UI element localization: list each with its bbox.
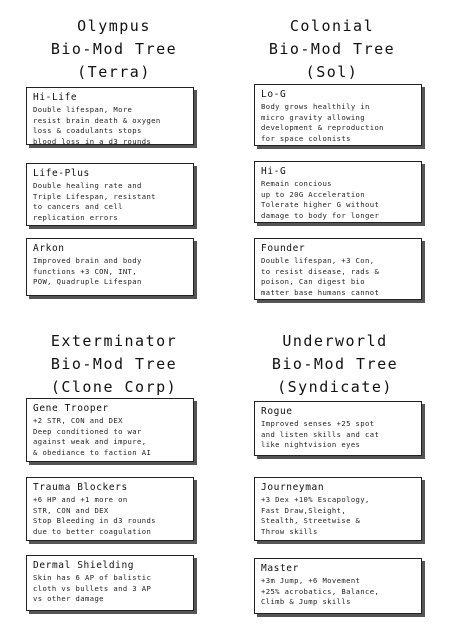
tree-title-line: Bio-Mod Tree <box>50 40 178 58</box>
mod-description: Double healing rate and Triple Lifespan, resistant to cancers and cell replication errors <box>33 181 156 222</box>
tree-title-line: Underworld <box>282 332 388 350</box>
mod-name: Hi-Life <box>33 92 78 103</box>
mod-name: Rogue <box>261 406 293 417</box>
mod-name: Gene Trooper <box>33 403 109 414</box>
tree-title-underworld <box>230 330 440 399</box>
mod-card-master <box>254 558 422 614</box>
mod-description: +2 STR, CON and DEX Deep conditioned to war against weak and impure, & obediance to faction AI <box>33 416 152 457</box>
mod-description: +3m Jump, +6 Movement +25% acrobatics, Balance, Climb & Jump skills <box>261 576 380 606</box>
mod-description: Remain concious up to 20G Acceleration Tolerate higher G without damage to body for longer <box>261 179 380 220</box>
mod-name: Journeyman <box>261 482 325 493</box>
mod-name: Hi-G <box>261 166 287 177</box>
mod-card-gene-trooper <box>26 398 194 462</box>
mod-card-hi-life <box>26 87 194 145</box>
mod-name: Lo-G <box>261 89 287 100</box>
mod-card-dermal-shielding <box>26 555 194 611</box>
tree-title-line: (Syndicate) <box>277 378 393 396</box>
mod-card-life-plus <box>26 163 194 226</box>
tree-title-exterminator <box>4 330 224 399</box>
mod-name: Trauma Blockers <box>33 482 128 493</box>
mod-description: Double lifespan, +3 Con, to resist disease, rads & poison, Can digest bio matter base humans cannot <box>261 256 380 297</box>
mod-card-lo-g <box>254 84 422 146</box>
mod-description: Improved senses +25 spot and listen skills and cat like nightvision eyes <box>261 419 380 449</box>
mod-description: +6 HP and +1 more on STR, CON and DEX Stop Bleeding in d3 rounds due to better coagulation <box>33 495 156 536</box>
tree-title-line: (Clone Corp) <box>50 378 178 396</box>
mod-description: Skin has 6 AP of balistic cloth vs bullets and 3 AP vs other damage <box>33 573 152 603</box>
mod-description: Double lifespan, More resist brain death & oxygen loss & coadulants stops blood loss in a d3 rounds <box>33 105 161 145</box>
mod-name: Life-Plus <box>33 168 90 179</box>
tree-title-line: Olympus <box>77 17 151 35</box>
tree-title-line: Bio-Mod Tree <box>50 355 178 373</box>
mod-card-founder <box>254 238 422 300</box>
tree-title-line: Bio-Mod Tree <box>268 40 396 58</box>
mod-name: Founder <box>261 243 306 254</box>
mod-card-arkon <box>26 238 194 296</box>
mod-name: Dermal Shielding <box>33 560 135 571</box>
mod-description: Improved brain and body functions +3 CON, INT, POW, Quadruple Lifespan <box>33 256 142 286</box>
tree-title-colonial <box>226 15 438 84</box>
mod-description: +3 Dex +10% Escapology, Fast Draw,Sleight, Stealth, Streetwise & Throw skills <box>261 495 370 536</box>
mod-card-journeyman <box>254 477 422 541</box>
mod-card-trauma-blockers <box>26 477 194 541</box>
mod-card-hi-g <box>254 161 422 223</box>
mod-description: Body grows healthily in micro gravity allowing development & reproduction for space colonists <box>261 102 384 143</box>
tree-title-line: Exterminator <box>50 332 178 350</box>
tree-title-line: Colonial <box>289 17 375 35</box>
tree-title-olympus <box>14 15 214 84</box>
tree-title-line: (Sol) <box>305 63 359 81</box>
mod-card-rogue <box>254 401 422 456</box>
tree-title-line: (Terra) <box>77 63 151 81</box>
tree-title-line: Bio-Mod Tree <box>271 355 399 373</box>
mod-name: Arkon <box>33 243 65 254</box>
mod-name: Master <box>261 563 299 574</box>
